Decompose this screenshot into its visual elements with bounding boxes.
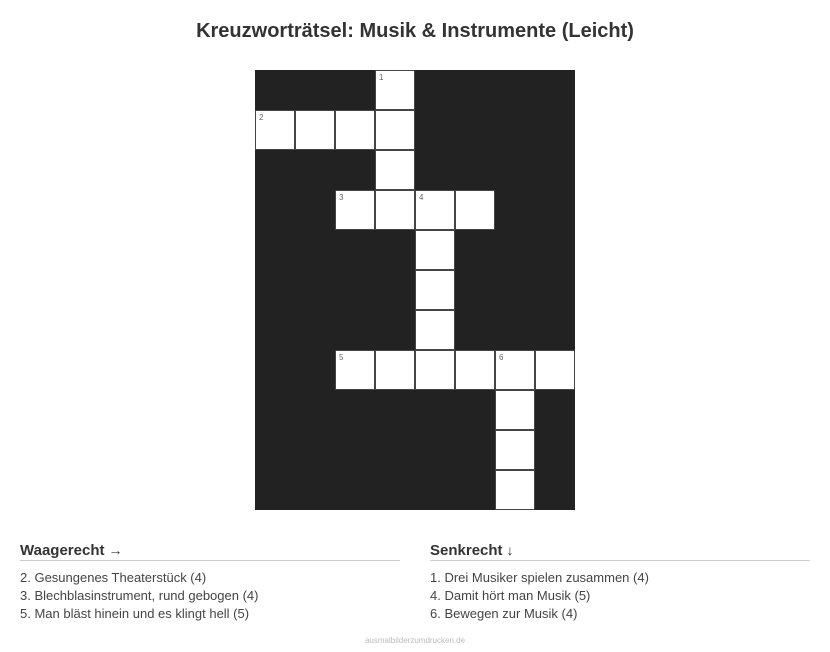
down-heading <box>430 542 810 561</box>
page-title: Kreuzworträtsel: Musik & Instrumente (Leicht) <box>196 20 634 42</box>
across-heading-label: Waagerecht <box>20 542 105 559</box>
footer-credit: ausmalbilderzumdrucken.de <box>364 636 466 645</box>
crossword-cell[interactable] <box>415 190 455 230</box>
across-clue-list <box>20 569 400 623</box>
crossword-cell[interactable] <box>255 110 295 150</box>
crossword-cell[interactable] <box>335 110 375 150</box>
crossword-cell[interactable] <box>375 110 415 150</box>
clue-number: 6 <box>499 353 504 362</box>
crossword-grid <box>255 70 575 510</box>
down-clue: 6. Bewegen zur Musik (4) <box>430 606 578 621</box>
arrow-down-icon: ↓ <box>506 542 514 558</box>
across-clues-section <box>20 542 400 623</box>
clue-number: 3 <box>339 193 344 202</box>
down-heading-label: Senkrecht <box>430 542 503 559</box>
down-clue-list <box>430 569 810 623</box>
across-heading <box>20 542 400 561</box>
clue-number: 4 <box>419 193 424 202</box>
crossword-cell[interactable] <box>415 350 455 390</box>
crossword-cell[interactable] <box>455 190 495 230</box>
crossword-cell[interactable] <box>495 350 535 390</box>
down-clues-section <box>430 542 810 623</box>
crossword-cell[interactable] <box>495 390 535 430</box>
crossword-cell[interactable] <box>415 310 455 350</box>
crossword-cell[interactable] <box>495 470 535 510</box>
across-clue: 3. Blechblasinstrument, rund gebogen (4) <box>20 588 259 603</box>
across-clue: 2. Gesungenes Theaterstück (4) <box>20 570 207 585</box>
down-clue: 4. Damit hört man Musik (5) <box>430 588 591 603</box>
crossword-cell[interactable] <box>535 350 575 390</box>
arrow-right-icon: → <box>108 542 123 558</box>
crossword-cell[interactable] <box>495 430 535 470</box>
clue-number: 1 <box>379 73 384 82</box>
across-clue: 5. Man bläst hinein und es klingt hell (5) <box>20 606 250 621</box>
down-clue: 1. Drei Musiker spielen zusammen (4) <box>430 570 649 585</box>
clue-number: 5 <box>339 353 344 362</box>
crossword-cell[interactable] <box>375 350 415 390</box>
crossword-cell[interactable] <box>375 70 415 110</box>
crossword-cell[interactable] <box>375 150 415 190</box>
clue-number: 2 <box>259 113 264 122</box>
crossword-cell[interactable] <box>335 350 375 390</box>
crossword-cell[interactable] <box>455 350 495 390</box>
crossword-cell[interactable] <box>415 270 455 310</box>
crossword-cell[interactable] <box>295 110 335 150</box>
crossword-cell[interactable] <box>335 190 375 230</box>
crossword-cell[interactable] <box>415 230 455 270</box>
crossword-cell[interactable] <box>375 190 415 230</box>
